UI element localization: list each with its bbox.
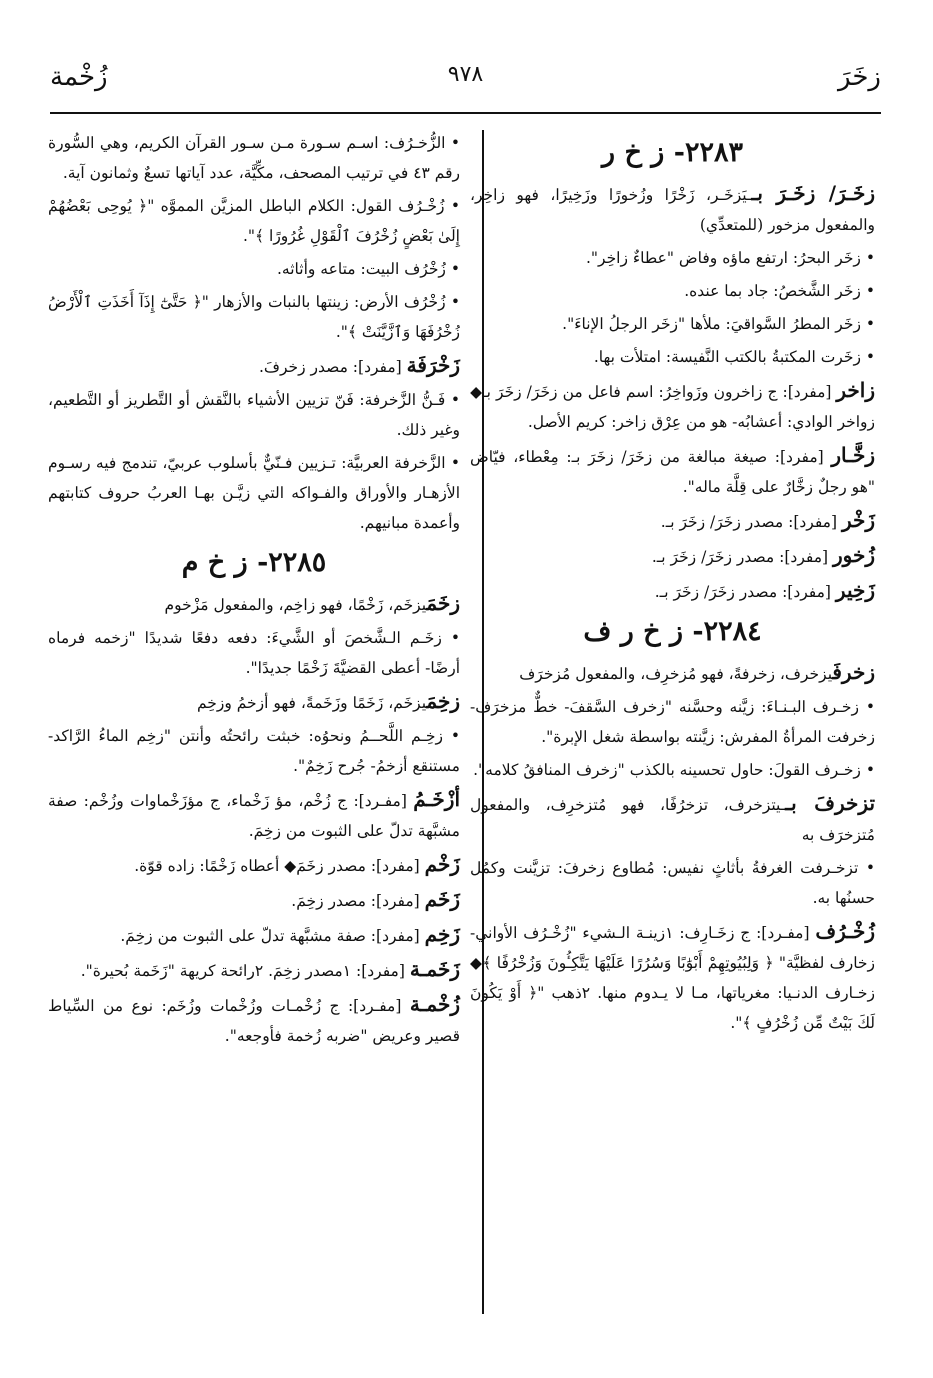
header-rule [50,112,881,114]
entry-headword: زَخْرَفَة [406,353,460,377]
entry-definition: [مفرد]: مصدر زخَمَ◆ أعطاه زَخْمًا: زاده قوّة. [134,857,425,875]
section-title-2283: ٢٢٨٣- ز خ ر [602,137,743,168]
entry-definition: • زخـرف البـنـاءَ: زيَّنه وحسَّنه "زخرف السَّقفَ- خطٌّ مزخرَف- زخرفت المرأةُ المفرش: زيَّنته بواسطة شغل الإبرة". [470,698,875,746]
entry-headword: زخِمَ [426,689,460,713]
page-header [50,62,881,102]
entry-definition: • زخـرف القولَ: حاول تحسينه بالكذب "زخرف المنافقُ كلامه". [473,761,875,779]
entry-headword: زخَّـار [831,443,875,467]
entry-headword: زخَمَ [426,591,460,615]
entry-definition: يزخَم، زَخْمًا، فهو زاخِم، والمفعول مَزْخوم [164,596,427,614]
entry-headword: زُخْـرُف [815,919,876,943]
entry-headword: زَخَم [424,887,460,911]
section-2285-entries [48,588,460,1051]
entry-headword: زَخِير [835,578,875,602]
dictionary-entry [470,309,875,339]
header-guide-word-left: زُخْمة [50,62,108,92]
dictionary-entry [470,692,875,752]
dictionary-entry [470,788,875,850]
dictionary-entry [48,849,460,881]
dictionary-entry [470,853,875,913]
dictionary-entry [48,385,460,445]
dictionary-entry [48,686,460,718]
entry-headword: زخرفَ [832,660,875,684]
entry-definition: • زخِـم اللَّحــمُ ونحوُه: خبثت رائحتُه وأنتن "زخِم الماءُ الرَّاكد- مستنقع أزخمُ- جُرح زَخِمٌ". [48,727,460,775]
entry-definition: • زُخْرُف البيت: متاعه وأثاثه. [276,260,460,278]
dictionary-entry [470,755,875,785]
entry-headword: زخَـرَ/ زخَـرَ بـ [751,181,875,205]
dictionary-entry [470,505,875,537]
entry-headword: زَخِم [424,922,460,946]
dictionary-entry [470,178,875,240]
entry-definition: [مفـرد]: ج زُخْم، مؤ زَخْماء، ج مؤزَخْماوات وزُخْم: صفة مشبَّهة تدلّ على الثبوت من زخِمَ. [48,792,460,840]
entry-definition: يزخَم، زَخَمًا وزَخَمةً، فهو أزخمُ وزخِم [196,694,427,712]
entry-headword: زَخْم [424,852,460,876]
entry-definition: • زخَـم الـشَّخصَ أو الشَّيءَ: دفعه دفعًا شديدًا "زخمه فرماه أرضًا- أعطى القضيَّةَ زَخْمًا جديدًا". [48,629,460,677]
entry-headword: زَخْر [841,508,875,532]
entry-definition: [مفـرد]: ج زخَـارِف: ١زينـة الـشيء "زُخْـرُف الأواني- زخارف لفظيَّة" ﴿ وَلِبُيُوتِهِمْ أَبْوَٰبًا وَسُرُرًا عَلَيْهَا يَتَّكِـُٔونَ وَزُخْرُفًا ﴾◆ زخـارف الدنـيا: مغرياتها، مـا لا يـدوم منها. ٢ذهب "﴿ أَوْ يَكُونَ لَكَ بَيْتٌ مِّن زُخْرُفٍ ﴾". [470,924,875,1032]
dictionary-entry [48,989,460,1051]
dictionary-entry [48,128,460,188]
dictionary-entry [48,623,460,683]
right-column [470,128,875,1041]
entry-definition: يزخرف، زخرفةً، فهو مُزخرِف، والمفعول مُزخرَف [519,665,833,683]
entry-definition: • الزُّخـرُف: اسـم سـورة مـن سـور القرآن الكريم، وهي السُّورة رقم ٤٣ في ترتيب المصحف، مكِّيَّة، عدد آياتها تسعٌ وثمانون آية. [48,134,460,182]
dictionary-entry [48,191,460,251]
dictionary-entry [48,448,460,538]
dictionary-entry [470,440,875,502]
entry-definition: [مفرد]: ١مصدر زخِمَ. ٢رائحة كريهة "زَخَمة بُحيرة". [80,962,410,980]
entry-headword: أزْخَـمُ [413,787,460,811]
section-2283-entries [470,178,875,607]
dictionary-entry [470,657,875,689]
entry-definition: [مفرد]: مصدر زخَرَ/ زخَرَ بـ. [660,513,842,531]
entry-headword: زُخور [832,543,875,567]
entry-definition: • زُخْـرُف القول: الكلام الباطل المزيَّن المموَّه "﴿ يُوحِى بَعْضُهُمْ إِلَىٰ بَعْضٍ زُخْرُفَ ٱلْقَوْلِ غُرُورًا ﴾". [48,197,460,245]
page-number: ٩٧٨ [447,62,484,87]
dictionary-entry [470,916,875,1038]
header-guide-word-right: زخَرَ [838,62,881,92]
dictionary-entry [48,954,460,986]
dictionary-entry [48,287,460,347]
entry-definition: ـيتزخرف، تزخرُفًا، فهو مُتزخرِف، والمفعول مُتزخرَف به [470,796,875,844]
entry-headword: زاخر [836,378,875,402]
entry-definition: • زُخْرُف الأرض: زينتها بالنبات والأزهار "﴿ حَتَّىٰٓ إِذَآ أَخَذَتِ ٱلْأَرْضُ زُخْرُفَهَا وَٱزَّيَّنَتْ ﴾". [48,293,460,341]
entry-definition: ـيَزخَـر، زَخْرًا وزُخورًا وزَخِيرًا، فهو زاخِر، والمفعول مزخور (للمتعدِّي) [470,186,875,234]
section-2284-entries [470,657,875,1038]
dictionary-entry [48,721,460,781]
dictionary-entry [48,254,460,284]
entry-definition: [مفرد]: مصدر زخِمَ. [291,892,425,910]
entry-definition: [مفرد]: مصدر زخَرَ/ زخَرَ بـ. [654,583,836,601]
left-top-entries [48,128,460,538]
entry-definition: • زخَر المطرُ السَّواقيَ: ملأها "زخَر الرجلُ الإناءَ". [562,315,875,333]
section-title-2285: ٢٢٨٥- ز خ م [181,547,327,578]
entry-headword: تزخرفَ بـ [785,791,876,815]
entry-definition: • تزخـرفت الغرفةُ بأثاثٍ نفيس: مُطاوع زخرفَ: تزيَّنت وكمُل حسنُها به. [470,859,875,907]
dictionary-entry [48,784,460,846]
entry-definition: [مفرد]: ج زاخرون وزَواخِرُ: اسم فاعل من زخَرَ/ زخَرَ بـ◆ زواخر الوادي: أعشابُه- هو من عِرْق زاخر: كريم الأصل. [470,383,875,431]
entry-definition: • فَـنُّ الزَّخرفة: فَنّ تزيين الأشياء بالنَّقش أو التَّطريز أو التَّطعيم، وغير ذلك. [48,391,460,439]
entry-definition: [مفرد]: صفة مشبَّهة تدلّ على الثبوت من زخِمَ. [120,927,425,945]
section-title-2284: ٢٢٨٤- ز خ ر ف [583,616,762,647]
entry-definition: [مفـرد]: ج زُخْمـات وزُخْمات وزُخَم: نوع من السِّياط قصير وعريض "ضربه زُخمة فأوجعه". [48,997,460,1045]
dictionary-entry [470,540,875,572]
entry-headword: زَخَمـة [409,957,460,981]
entry-definition: • الزَّخرفة العربيَّة: تـزيين فـنّيٌّ بأسلوب عربيّ، تندمج فيه رسـوم الأزهـار والأوراق والفـواكه التي زيَّـن بهـا العربُ حروف كتابتهم وأعمدة مبانيهم. [48,454,460,532]
dictionary-entry [470,575,875,607]
dictionary-entry [470,342,875,372]
dictionary-entry [470,375,875,437]
entry-headword: زُخْمـة [409,992,460,1016]
dictionary-entry [48,884,460,916]
entry-definition: [مفرد]: مصدر زخرفَ. [258,358,407,376]
entry-definition: • زخَر الشَّخصُ: جاد بما عنده. [684,282,875,300]
dictionary-entry [470,276,875,306]
left-column [48,128,460,1054]
entry-definition: [مفرد]: صيغة مبالغة من زخَرَ/ زخَرَ بـ: مِعْطاء، فيّاض "هو رجلٌ زخَّارٌ على قِلَّة ماله". [470,448,875,496]
dictionary-entry [48,350,460,382]
dictionary-entry [470,243,875,273]
entry-definition: • زخَر البحرُ: ارتفع ماؤه وفاض "عطاءٌ زاخِر". [585,249,875,267]
dictionary-entry [48,588,460,620]
entry-definition: • زخَرت المكتبةُ بالكتب النَّفيسة: امتلأت بها. [593,348,875,366]
dictionary-entry [48,919,460,951]
entry-definition: [مفرد]: مصدر زخَرَ/ زخَرَ بـ. [651,548,833,566]
